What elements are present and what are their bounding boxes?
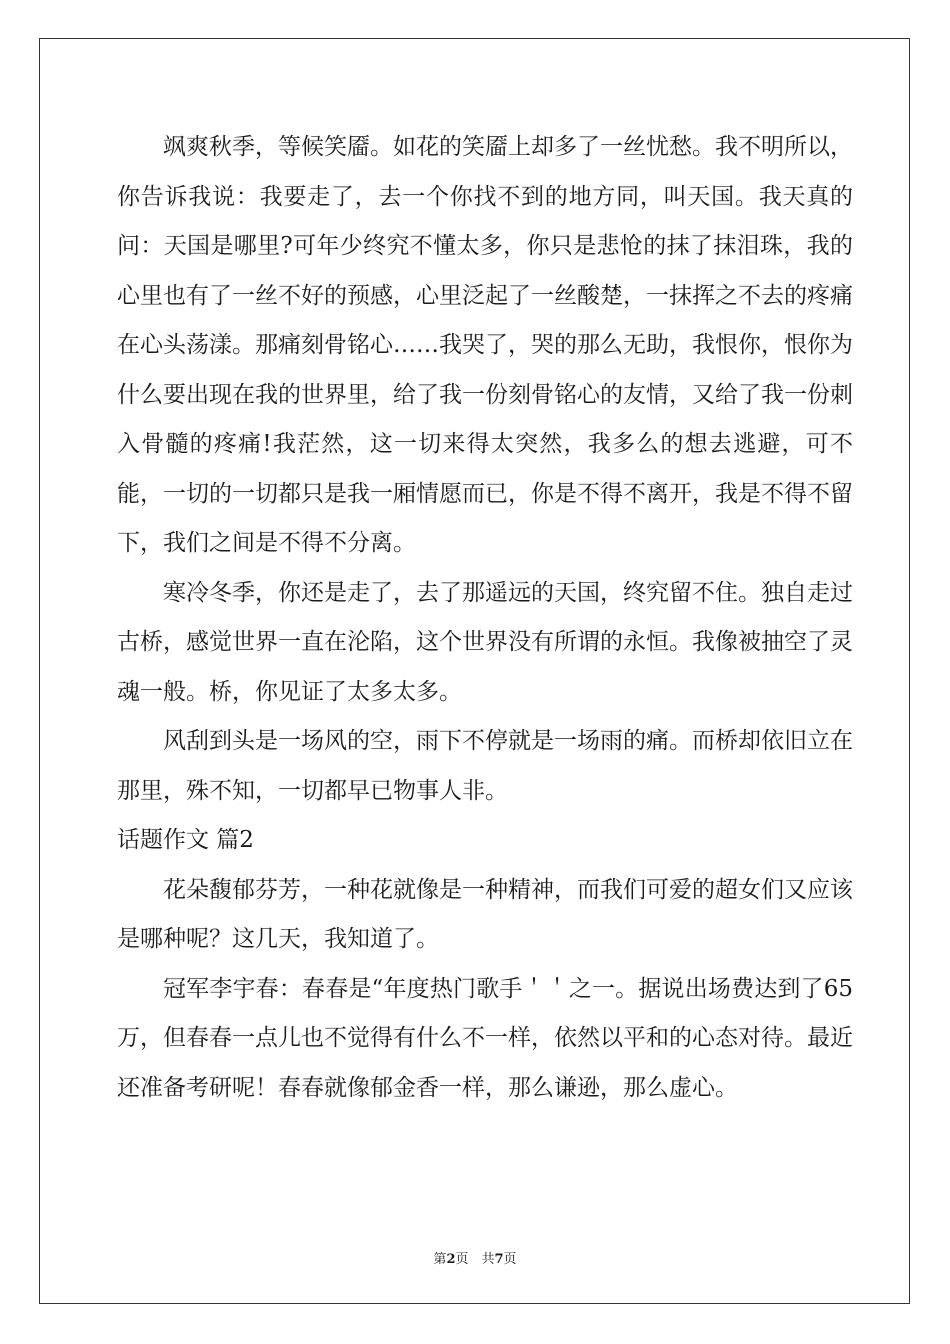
total-page-count: 7 — [494, 1252, 504, 1267]
paragraph: 花朵馥郁芬芳，一种花就像是一种精神，而我们可爱的超女们又应该是哪种呢？这几天，我知道了。 — [117, 876, 853, 952]
footer-middle: 页 共 — [455, 1252, 495, 1267]
paragraph: 冠军李宇春：春春是“年度热门歌手＇＇之一。据说出场费达到了65万，但春春一点儿也不觉得有什么不一样，依然以平和的心态对待。最近还准备考研呢！春春就像郁金香一样，那么谦逊，那么虚心。 — [117, 975, 853, 1101]
paragraph: 飒爽秋季，等候笑靥。如花的笑靥上却多了一丝忧愁。我不明所以，你告诉我说：我要走了，去一个你找不到的地方同，叫天国。我天真的问：天国是哪里?可年少终究不懂太多，你只是悲怆的抹了抹泪珠，我的心里也有了一丝不好的预感，心里泛起了一丝酸楚，一抹挥之不去的疼痛在心头荡漾。那痛刻骨铭心……我哭了，哭的那么无助，我恨你，恨你为什么要出现在我的世界里，给了我一份刻骨铭心的友情，又给了我一份刺入骨髓的疼痛!我茫然，这一切来得太突然，我多么的想去逃避，可不能，一切的一切都只是我一厢情愿而已，你是不得不离开，我是不得不留下，我们之间是不得不分离。 — [117, 134, 853, 556]
paragraph: 风刮到头是一场风的空，雨下不停就是一场雨的痛。而桥却依旧立在那里，殊不知，一切都早已物事人非。 — [117, 728, 853, 804]
footer-suffix: 页 — [503, 1252, 517, 1267]
footer-prefix: 第 — [433, 1252, 447, 1267]
section-heading: 话题作文 篇2 — [117, 827, 254, 853]
document-body — [117, 123, 853, 1113]
page-footer — [0, 1248, 950, 1267]
current-page-number: 2 — [446, 1252, 456, 1267]
paragraph: 寒冷冬季，你还是走了，去了那遥远的天国，终究留不住。独自走过古桥，感觉世界一直在沦陷，这个世界没有所谓的永恒。我像被抽空了灵魂一般。桥，你见证了太多太多。 — [117, 579, 853, 705]
